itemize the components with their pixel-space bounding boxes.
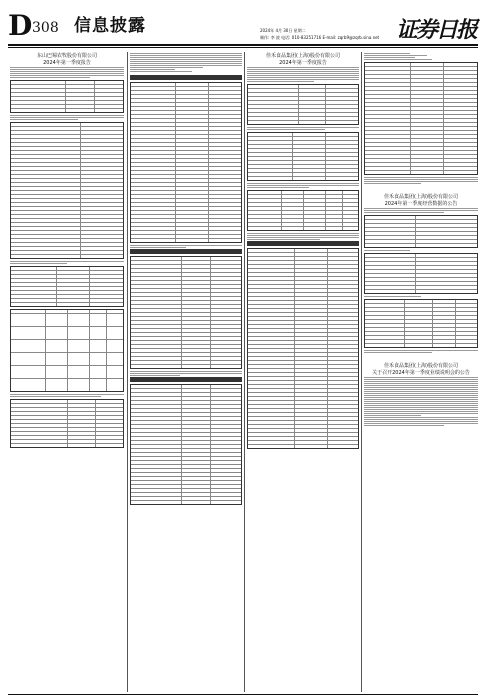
footer-rule xyxy=(8,694,478,695)
financial-table xyxy=(130,82,242,243)
column-divider xyxy=(127,52,128,692)
financial-table xyxy=(130,384,242,505)
column-1 xyxy=(10,52,124,692)
operating-data-table xyxy=(364,299,478,348)
masthead-rule xyxy=(8,44,478,46)
financial-table xyxy=(10,122,124,259)
column-3 xyxy=(247,52,359,692)
financial-table xyxy=(10,399,124,448)
announcement-title: 2024年第一季度报告 xyxy=(279,60,327,66)
issue-date: 2024年 4月 30日 星期二 xyxy=(260,28,306,33)
masthead-rule-thin xyxy=(8,47,478,48)
announcement-title: 关于召开2024年第一季度业绩说明会的公告 xyxy=(372,370,470,376)
shareholder-table xyxy=(247,190,359,231)
announcement-company: 佳禾食品集团(上海)股份有限公司 xyxy=(384,194,458,200)
financial-table xyxy=(10,266,124,307)
text-block xyxy=(10,67,124,78)
shareholder-table xyxy=(10,309,124,392)
column-divider xyxy=(361,52,362,692)
editor-contact: 制作: 李 波 电话: 010-83251716 E-mail: zqrb9@zqrb.sina.net xyxy=(260,35,380,40)
announcement-company: 东山巴蜀农牧股份有限公司 xyxy=(36,53,97,59)
announcement-company: 佳禾食品集团(上海)股份有限公司 xyxy=(384,363,458,369)
financial-table xyxy=(10,80,124,113)
column-4 xyxy=(364,52,478,692)
column-2 xyxy=(130,52,242,692)
financial-table xyxy=(247,132,359,181)
column-divider xyxy=(244,52,245,692)
operating-data-table xyxy=(364,215,478,248)
operating-data-table xyxy=(364,253,478,294)
financial-table xyxy=(364,62,478,175)
financial-table xyxy=(247,84,359,125)
newspaper-logo: 证券日报 xyxy=(396,17,477,43)
announcement-company: 佳禾食品集团(上海)股份有限公司 xyxy=(266,53,340,59)
page-letter: D xyxy=(8,9,33,42)
financial-table xyxy=(130,256,242,369)
section-title: 信息披露 xyxy=(74,16,146,36)
announcement-title: 2024年第一季度经营数据的公告 xyxy=(384,201,458,207)
masthead xyxy=(0,0,484,44)
financial-table xyxy=(247,248,359,449)
announcement-title: 2024年第一季度报告 xyxy=(43,60,91,66)
page-number: 308 xyxy=(32,20,59,36)
